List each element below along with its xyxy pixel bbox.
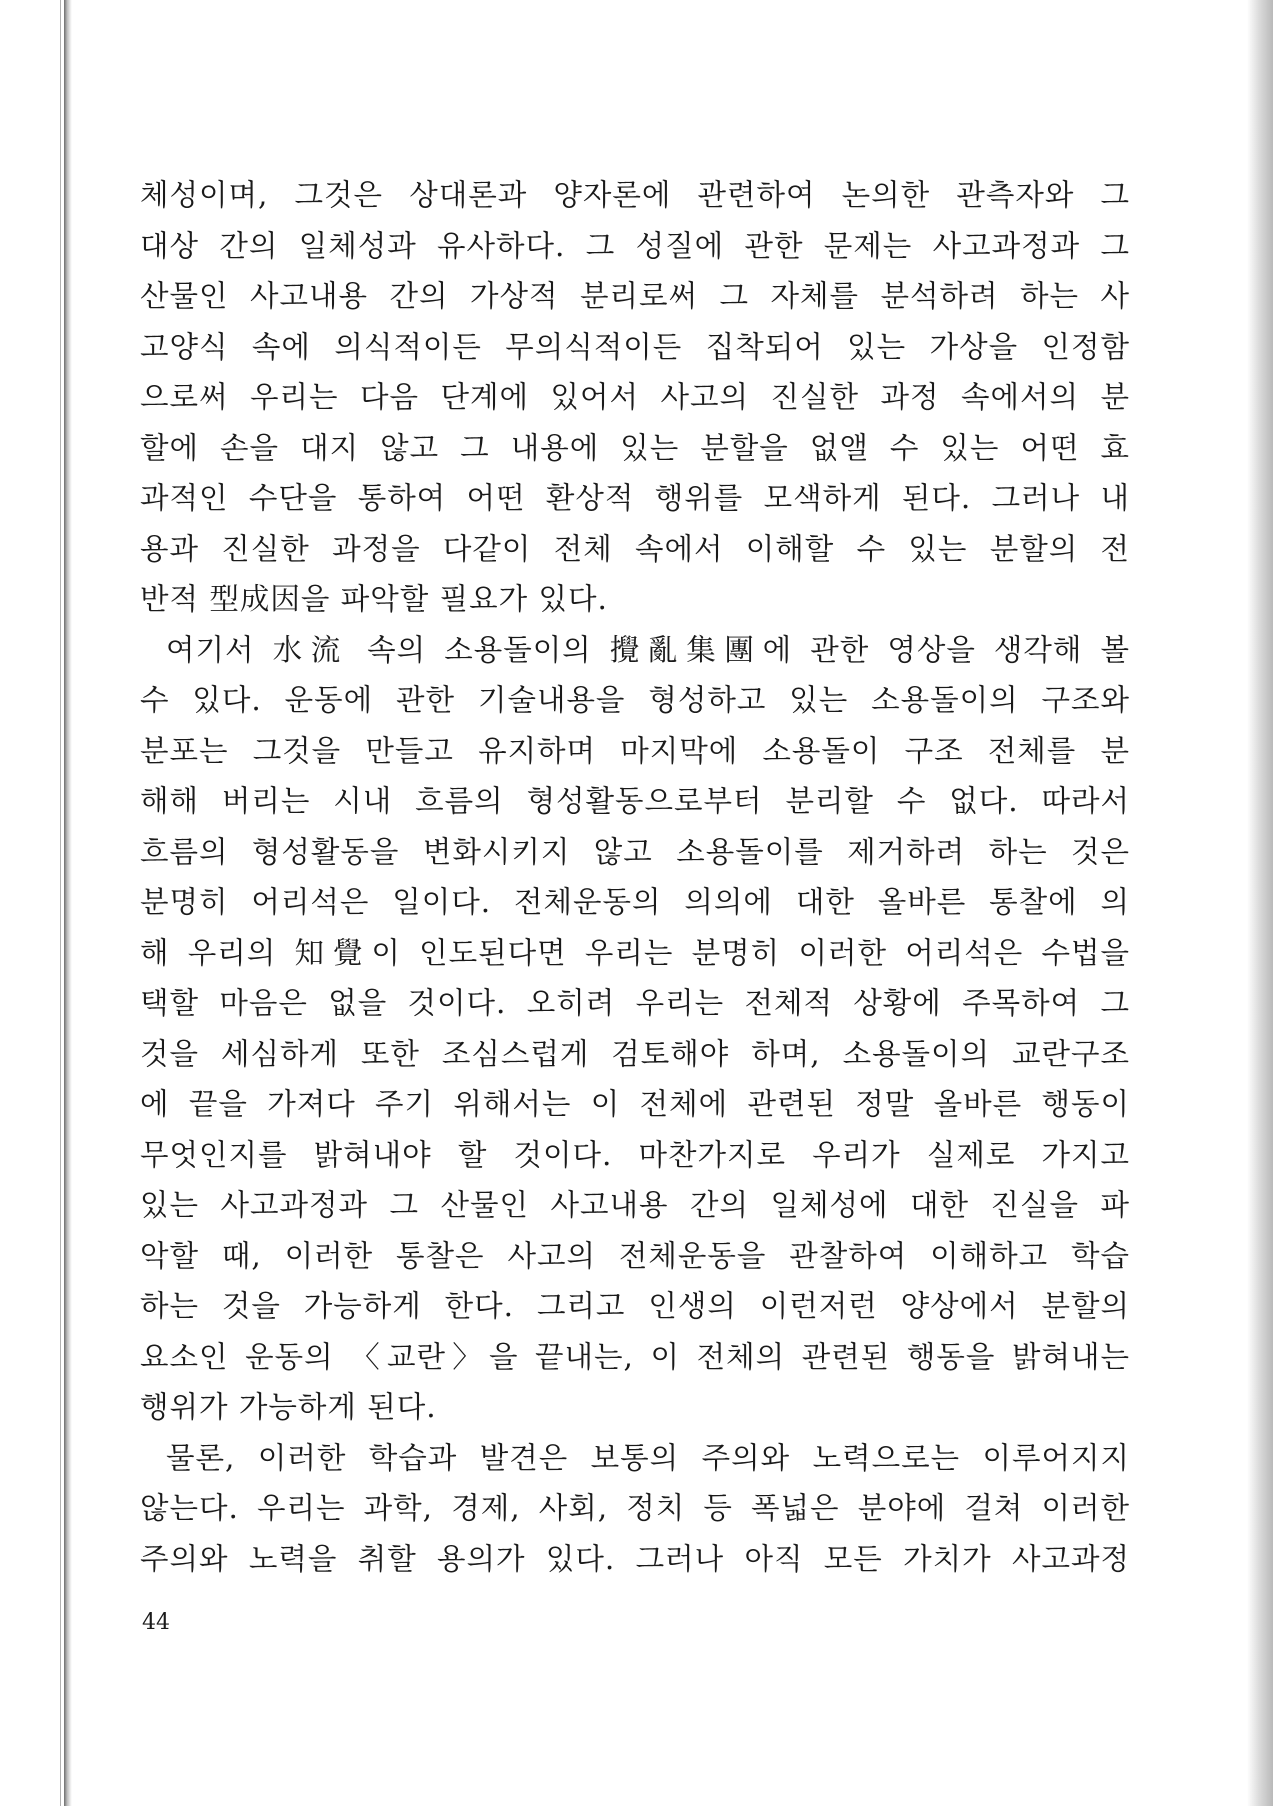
text-line-paragraph-end: 반적 型成因을 파악할 필요가 있다. [140,582,608,616]
text-line: 과적인 수단을 통하여 어떤 환상적 행위를 모색하게 된다. 그러나 내 [140,481,1130,515]
text-line-paragraph-start: 여기서 水流 속의 소용돌이의 攪亂集團에 관한 영상을 생각해 볼 [166,632,1130,667]
text-line: 흐름의 형성활동을 변화시키지 않고 소용돌이를 제거하려 하는 것은 [140,834,1130,869]
right-edge-shadow [1247,0,1273,1806]
binding-shadow [64,0,72,1806]
text-line: 하는 것을 가능하게 한다. 그리고 인생의 이런저런 양상에서 분할의 [140,1289,1130,1323]
text-line: 해 우리의 知覺이 인도된다면 우리는 분명히 이러한 어리석은 수법을 [140,935,1130,970]
text-line: 않는다. 우리는 과학, 경제, 사회, 정치 등 폭넓은 분야에 걸쳐 이러한 [140,1491,1130,1525]
text-line: 것을 세심하게 또한 조심스럽게 검토해야 하며, 소용돌이의 교란구조 [140,1036,1130,1071]
text-line: 요소인 운동의 〈교란〉을 끝내는, 이 전체의 관련된 행동을 밝혀내는 [140,1339,1130,1374]
text-line: 에 끝을 가져다 주기 위해서는 이 전체에 관련된 정말 올바른 행동이 [140,1087,1130,1121]
text-line-paragraph-start: 물론, 이러한 학습과 발견은 보통의 주의와 노력으로는 이루어지지 [166,1440,1130,1475]
text-line: 무엇인지를 밝혀내야 할 것이다. 마찬가지로 우리가 실제로 가지고 [140,1137,1130,1172]
text-line: 있는 사고과정과 그 산물인 사고내용 간의 일체성에 대한 진실을 파 [140,1188,1130,1222]
text-line: 분명히 어리석은 일이다. 전체운동의 의의에 대한 올바른 통찰에 의 [140,885,1130,919]
text-line-paragraph-end: 행위가 가능하게 된다. [140,1390,437,1424]
text-line: 용과 진실한 과정을 다같이 전체 속에서 이해할 수 있는 분할의 전 [140,531,1130,566]
text-line: 대상 간의 일체성과 유사하다. 그 성질에 관한 문제는 사고과정과 그 [140,228,1130,263]
text-line: 해해 버리는 시내 흐름의 형성활동으로부터 분리할 수 없다. 따라서 [140,784,1130,818]
text-line: 분포는 그것을 만들고 유지하며 마지막에 소용돌이 구조 전체를 분 [140,733,1130,768]
text-line: 악할 때, 이러한 통찰은 사고의 전체운동을 관찰하여 이해하고 학습 [140,1238,1130,1273]
text-line: 체성이며, 그것은 상대론과 양자론에 관련하여 논의한 관측자와 그 [140,178,1130,212]
text-line: 할에 손을 대지 않고 그 내용에 있는 분할을 없앨 수 있는 어떤 효 [140,430,1130,465]
page-number: 44 [142,1610,170,1635]
text-line: 수 있다. 운동에 관한 기술내용을 형성하고 있는 소용돌이의 구조와 [140,683,1130,717]
text-line: 으로써 우리는 다음 단계에 있어서 사고의 진실한 과정 속에서의 분 [140,380,1130,414]
body-text [140,170,1130,1584]
text-line: 산물인 사고내용 간의 가상적 분리로써 그 자체를 분석하려 하는 사 [140,279,1130,313]
text-line: 고양식 속에 의식적이든 무의식적이든 집착되어 있는 가상을 인정함 [140,329,1130,364]
text-line: 택할 마음은 없을 것이다. 오히려 우리는 전체적 상황에 주목하여 그 [140,986,1130,1020]
text-line: 주의와 노력을 취할 용의가 있다. 그러나 아직 모든 가치가 사고과정 [140,1541,1130,1576]
